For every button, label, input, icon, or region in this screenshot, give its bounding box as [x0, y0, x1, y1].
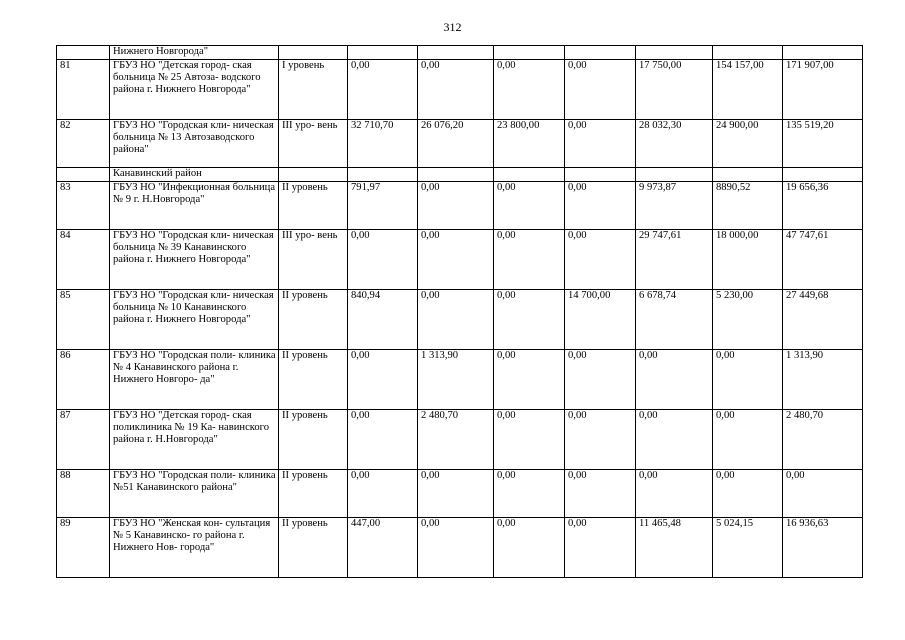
amount-cell: 0,00 [565, 410, 636, 470]
amount-cell: 447,00 [348, 518, 418, 578]
amount-cell: 0,00 [565, 518, 636, 578]
amount-cell: 5 024,15 [713, 518, 783, 578]
care-level: II уровень [279, 518, 348, 578]
district-header: Канавинский район [110, 168, 279, 182]
row-number: 85 [57, 290, 110, 350]
carry-over-row [57, 46, 863, 60]
amount-cell: 0,00 [565, 350, 636, 410]
amount-cell: 47 747,61 [783, 230, 863, 290]
amount-cell: 1 313,90 [418, 350, 494, 410]
amount-cell: 23 800,00 [494, 120, 565, 168]
amount-cell: 0,00 [348, 470, 418, 518]
amount-cell: 32 710,70 [348, 120, 418, 168]
cell-num [57, 46, 110, 60]
amount-cell: 0,00 [494, 470, 565, 518]
amount-cell: 14 700,00 [565, 290, 636, 350]
amount-cell: 0,00 [418, 518, 494, 578]
amount-cell: 171 907,00 [783, 60, 863, 120]
table-body [57, 46, 863, 578]
amount-cell: 11 465,48 [636, 518, 713, 578]
care-level: II уровень [279, 470, 348, 518]
district-header-row [57, 168, 863, 182]
institution-name: ГБУЗ НО "Детская город- ская поликлиника № 19 Ка- навинского района г. Н.Новгорода" [110, 410, 279, 470]
cell-num [57, 168, 110, 182]
amount-cell: 0,00 [494, 350, 565, 410]
page-number: 312 [443, 20, 462, 34]
amount-cell: 0,00 [565, 470, 636, 518]
amount-cell: 154 157,00 [713, 60, 783, 120]
amount-cell: 19 656,36 [783, 182, 863, 230]
table-row [57, 182, 863, 230]
amount-cell: 0,00 [348, 230, 418, 290]
amount-cell: 0,00 [494, 182, 565, 230]
cell-name: Нижнего Новгорода" [110, 46, 279, 60]
table-row [57, 230, 863, 290]
table-row [57, 410, 863, 470]
institution-name: ГБУЗ НО "Городская кли- ническая больница № 10 Канавинского района г. Нижнего Новгорода" [110, 290, 279, 350]
empty-cell [713, 168, 783, 182]
amount-cell: 27 449,68 [783, 290, 863, 350]
care-level: II уровень [279, 290, 348, 350]
amount-cell: 0,00 [636, 350, 713, 410]
table-row [57, 120, 863, 168]
empty-cell [636, 168, 713, 182]
row-number: 83 [57, 182, 110, 230]
amount-cell: 0,00 [348, 410, 418, 470]
amount-cell: 26 076,20 [418, 120, 494, 168]
amount-cell: 0,00 [494, 518, 565, 578]
row-number: 89 [57, 518, 110, 578]
care-level: II уровень [279, 350, 348, 410]
institution-name: ГБУЗ НО "Городская поли- клиника №51 Канавинского района" [110, 470, 279, 518]
table-row [57, 290, 863, 350]
amount-cell: 0,00 [348, 60, 418, 120]
amount-cell: 0,00 [565, 182, 636, 230]
table-row [57, 470, 863, 518]
row-number: 87 [57, 410, 110, 470]
amount-cell: 0,00 [418, 290, 494, 350]
amount-cell: 29 747,61 [636, 230, 713, 290]
amount-cell: 0,00 [494, 230, 565, 290]
amount-cell: 2 480,70 [418, 410, 494, 470]
amount-cell: 2 480,70 [783, 410, 863, 470]
amount-cell: 0,00 [348, 350, 418, 410]
row-number: 84 [57, 230, 110, 290]
amount-cell: 0,00 [783, 470, 863, 518]
empty-cell [494, 168, 565, 182]
institution-name: ГБУЗ НО "Инфекционная больница № 9 г. Н.Новгорода" [110, 182, 279, 230]
amount-cell: 0,00 [494, 290, 565, 350]
row-number: 82 [57, 120, 110, 168]
care-level: II уровень [279, 182, 348, 230]
amount-cell: 1 313,90 [783, 350, 863, 410]
amount-cell: 0,00 [418, 230, 494, 290]
empty-cell [418, 168, 494, 182]
table-row [57, 518, 863, 578]
care-level: III уро- вень [279, 230, 348, 290]
amount-cell: 0,00 [565, 230, 636, 290]
empty-cell [348, 168, 418, 182]
empty-cell [279, 168, 348, 182]
amount-cell: 16 936,63 [783, 518, 863, 578]
empty-cell [783, 168, 863, 182]
care-level: II уровень [279, 410, 348, 470]
care-level: I уровень [279, 60, 348, 120]
amount-cell: 8890,52 [713, 182, 783, 230]
hospital-funding-table [56, 45, 863, 578]
amount-cell: 9 973,87 [636, 182, 713, 230]
amount-cell: 0,00 [494, 60, 565, 120]
institution-name: ГБУЗ НО "Городская кли- ническая больница № 13 Автозаводского района" [110, 120, 279, 168]
amount-cell: 0,00 [636, 410, 713, 470]
amount-cell: 0,00 [565, 60, 636, 120]
amount-cell: 0,00 [418, 60, 494, 120]
row-number: 88 [57, 470, 110, 518]
amount-cell: 0,00 [418, 470, 494, 518]
amount-cell: 0,00 [418, 182, 494, 230]
row-number: 86 [57, 350, 110, 410]
amount-cell: 0,00 [494, 410, 565, 470]
amount-cell: 0,00 [565, 120, 636, 168]
institution-name: ГБУЗ НО "Городская поли- клиника № 4 Канавинского района г. Нижнего Новгоро- да" [110, 350, 279, 410]
row-number: 81 [57, 60, 110, 120]
amount-cell: 135 519,20 [783, 120, 863, 168]
table-row [57, 60, 863, 120]
institution-name: ГБУЗ НО "Женская кон- сультация № 5 Канавинско- го района г. Нижнего Нов- города" [110, 518, 279, 578]
institution-name: ГБУЗ НО "Городская кли- ническая больница № 39 Канавинского района г. Нижнего Новгорода" [110, 230, 279, 290]
amount-cell: 17 750,00 [636, 60, 713, 120]
amount-cell: 28 032,30 [636, 120, 713, 168]
amount-cell: 0,00 [713, 350, 783, 410]
amount-cell: 0,00 [636, 470, 713, 518]
amount-cell: 0,00 [713, 410, 783, 470]
amount-cell: 791,97 [348, 182, 418, 230]
amount-cell: 5 230,00 [713, 290, 783, 350]
amount-cell: 18 000,00 [713, 230, 783, 290]
amount-cell: 0,00 [713, 470, 783, 518]
amount-cell: 840,94 [348, 290, 418, 350]
table-row [57, 350, 863, 410]
amount-cell: 24 900,00 [713, 120, 783, 168]
empty-cell [565, 168, 636, 182]
care-level: III уро- вень [279, 120, 348, 168]
amount-cell: 6 678,74 [636, 290, 713, 350]
institution-name: ГБУЗ НО "Детская город- ская больница № 25 Автоза- водского района г. Нижнего Новгорода" [110, 60, 279, 120]
